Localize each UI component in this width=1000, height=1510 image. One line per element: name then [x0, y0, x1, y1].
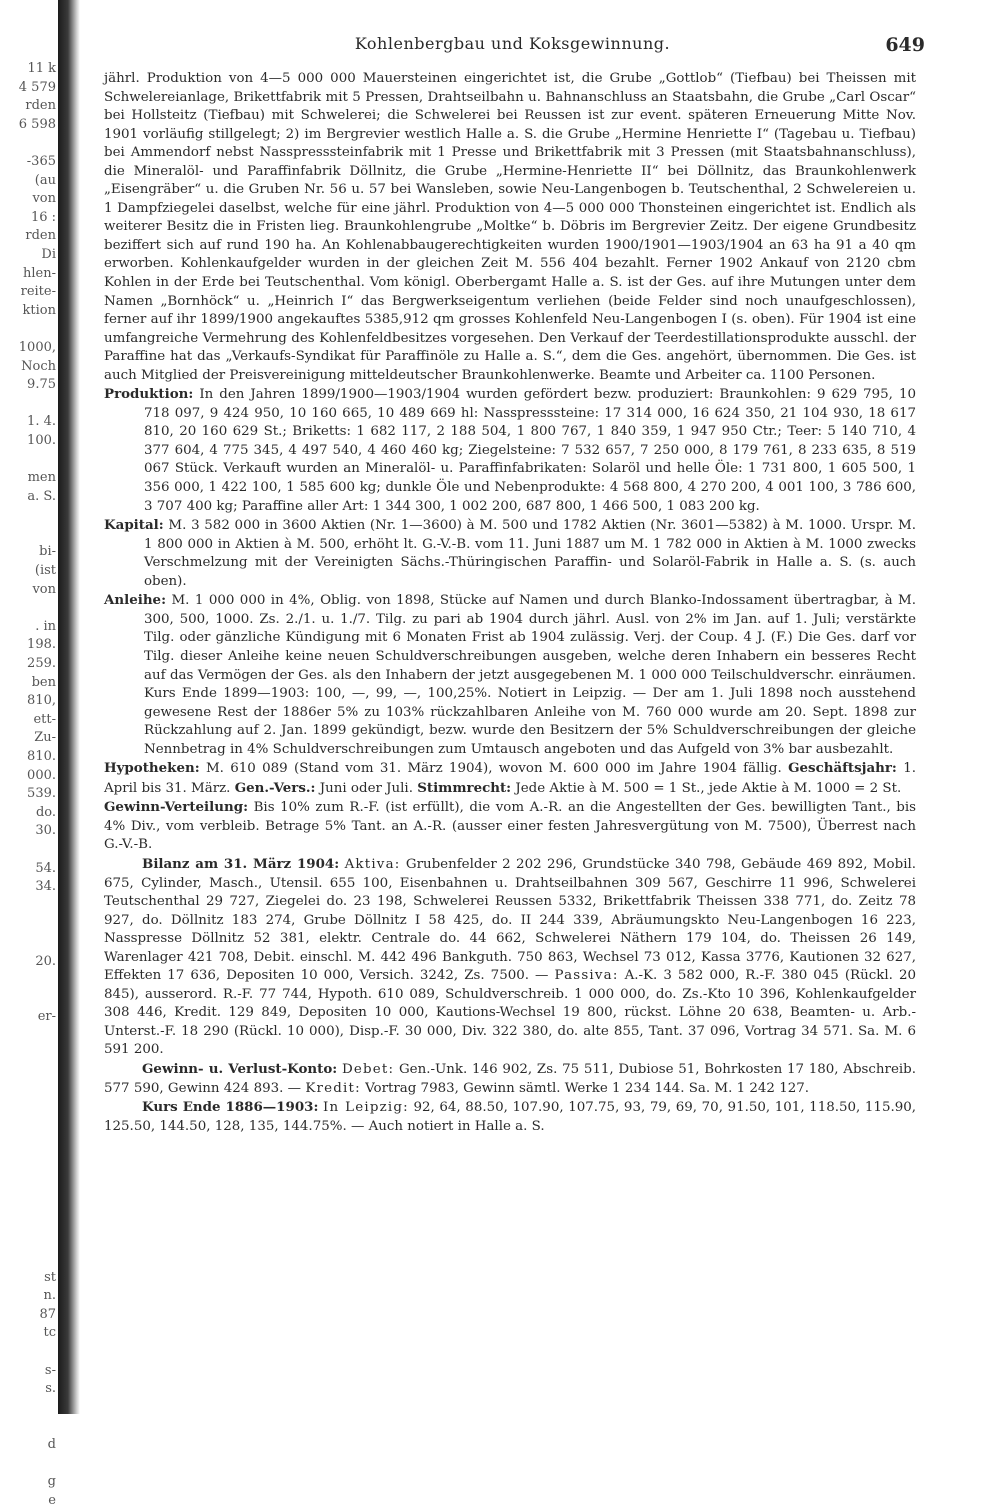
bilanz-label: Bilanz am 31. März 1904: — [142, 855, 340, 872]
margin-fragment — [0, 1045, 58, 1064]
guv-label: Gewinn- u. Verlust-Konto: — [142, 1060, 338, 1077]
aktiva-label: Aktiva: — [344, 856, 401, 872]
margin-fragment: er- — [37, 1009, 56, 1025]
margin-fragment: 810, — [27, 693, 56, 709]
margin-fragment — [0, 1101, 58, 1120]
produktion-text: In den Jahren 1899/1900—1903/1904 wurden gefördert bezw. produziert: Braunkohlen: 9 629 795, 10 718 097, 9 424 950, 10 160 665, 10 489 669 hl: Nasspresssteine: 17 314 000, 16 624 350, 21 104 930, 18 617 810, 20 160 629 St.; Briketts: 1 682 117, 2 188 504, 1 800 767, 1 840 359, 1 947 950 Ctr.; Teer: 5 140 710, 4 377 604, 4 775 345, 4 497 540, 4 460 460 kg; Ziegelsteine: 7 532 657, 7 250 000, 8 179 761, 8 233 635, 8 519 067 Stück. Verkauft wurden an Mineralöl- u. Paraffinfabrikaten: Solaröl und helle Öle: 1 731 800, 1 605 500, 1 356 000, 1 422 100, 1 585 600 kg; dunkle Öle und Nebenprodukte: 4 568 800, 4 270 200, 4 001 100, 3 786 600, 3 707 400 kg; Paraffine aller Art: 1 344 300, 1 002 200, 687 800, 1 466 500, 1 083 200 kg. — [144, 387, 916, 514]
description-paragraph: jährl. Produktion von 4—5 000 000 Mauersteinen eingerichtet ist, die Grube „Gottlob“ (Tiefbau) bei Theissen mit Schwelereianlage, Brikettfabrik mit 5 Pressen, Drahtseilbahn u. Bahnanschluss an Staatsbahn, die Grube „Carl Oscar“ bei Hollsteitz (Tiefbau) mit Schwelerei; die Schwelerei bei Reussen ist zur event. späteren Erneuerung Mitte Nov. 1901 vorläufig stillgelegt; 2) im Bergrevier westlich Halle a. S. die Grube „Hermine Henriette I“ (Tagebau u. Tiefbau) bei Ammendorf nebst Nasspresssteinfabrik mit 1 Presse und Brikettfabrik mit 3 Pressen (mit Staatsbahnanschluss), die Mineralöl- und Paraffinfabrik Döllnitz, die Grube „Hermine-Henriette II“ bei Döllnitz, das Braunkohlenwerk „Eisengräber“ u. die Gruben Nr. 56 u. 57 bei Wansleben, sowie Neu-Langenbogen b. Teutschenthal, 2 Schwelereien u. 1 Dampfziegelei daselbst, welche für eine jährl. Produktion von 4—5 000 000 Thonsteinen eingerichtet ist. Endlich als weiterer Besitz die in Fristen lieg. Braunkohlengrube „Moltke“ b. Döbris im Bergrevier Zeitz. Der eigene Grundbesitz beziffert sich auf rund 190 ha. An Kohlenabbaugerechtigkeiten wurden 1900/1901—1903/1904 an 63 ha 91 a 40 qm erworben. Kohlenkaufgelder wurden in der gleichen Zeit M. 556 404 bezahlt. Ferner 1902 Ankauf von 2120 cbm Kohlen in der Erde bei Teutschenthal. Vom königl. Oberbergamt Halle a. S. ist der Ges. auf ihre Mutungen unter dem Namen „Bornhöck“ u. „Heinrich I“ das Bergwerkseigentum verliehen (beide Felder sind noch unaufgeschlossen), ferner auf ihr 1899/1900 angekauftes 5385,912 qm grosses Kohlenfeld Neu-Langenbogen I (s. oben). Für 1904 ist eine umfangreiche Vermehrung des Kohlenfeldbesitzes vorgesehen. Den Verkauf der Teerdestillationsprodukte ausschl. der Paraffine hat das „Verkaufs-Syndikat für Paraffinöle zu Halle a. S.“, dem die Ges. angehört, übernommen. Die Ges. ist auch Mitglied der Preisvereinigung mitteldeutscher Braunkohlenwerke. Beamte und Arbeiter ca. 1100 Personen. — [104, 71, 916, 383]
margin-fragment — [0, 1399, 58, 1418]
passiva-label: Passiva: — [554, 968, 619, 984]
produktion-section — [104, 385, 916, 516]
page-number: 649 — [885, 34, 925, 56]
kredit-label: Kredit: — [305, 1080, 361, 1096]
margin-fragment — [0, 1417, 58, 1436]
margin-fragment — [0, 915, 58, 934]
margin-fragment — [0, 841, 58, 860]
margin-fragment: 4 579 — [18, 79, 56, 95]
margin-fragment — [0, 525, 58, 544]
margin-fragment: rden — [25, 98, 56, 114]
margin-fragment: Noch — [21, 358, 56, 374]
margin-fragment: st — [44, 1269, 56, 1285]
margin-fragment — [0, 1120, 58, 1139]
gewinn-verteilung-section — [104, 798, 916, 855]
debet-text: Gen.-Unk. 146 902, Zs. 75 511, Dubiose 51, Bohrkosten 17 180, Abschreib. 577 590, Gewinn 424 893. — — [104, 1061, 916, 1096]
margin-fragment — [0, 1138, 58, 1157]
anleihe-text: M. 1 000 000 in 4%, Oblig. von 1898, Stücke auf Namen und durch Blanko-Indossament übertragbar, à M. 300, 500, 1000. Zs. 2./1. u. 1./7. Tilg. zu pari ab 1904 durch jährl. Ausl. von 2% im Jan. auf 1. Juli; verstärkte Tilg. oder gänzliche Kündigung mit 6 Monaten Frist ab 1904 zulässig. Verj. der Coup. 4 J. (F.) Die Ges. darf vor Tilg. dieser Anleihe keine neuen Schuldverschreibungen ausgeben, welche deren Inhabern ein besseres Recht auf das Vermögen der Ges. als den Inhabern der jetzt ausgegebenen M. 1 000 000 Teilschuldverschr. einräumen. Kurs Ende 1899—1903: 100, —, 99, —, 100,25%. Notiert in Leipzig. — Der am 1. Juli 1898 noch ausstehend gewesene Rest der 1886er 5% zu 103% rückzahlbaren Anleihe von M. 760 000 wurde am 20. Sept. 1898 zur Rückzahlung auf 2. Jan. 1899 gekündigt, bezw. wurde den Besitzern der 5% Schuldverschreibungen der gleiche Nennbetrag in 4% Schuldverschreibungen zum Umtausch angeboten und das Aufgeld von 3% bar ausbezahlt. — [144, 593, 916, 757]
aktiva-text: Grubenfelder 2 202 296, Grundstücke 340 798, Gebäude 469 892, Mobil. 675, Cylinder, Masch., Utensil. 655 100, Eisenbahnen u. Drahtseilbahnen 309 567, Geschirre 11 996, Schwelerei Teutschenthal 29 727, Ziegelei do. 23 198, Schwelerei Reussen 5332, Brikettfabrik Theissen 338 771, do. Zeitz 78 927, do. Döllnitz 183 274, Grube Döllnitz I 58 425, do. II 244 339, Abräumungskto Neu-Langenbogen 16 223, Nasspresse Döllnitz 52 381, elektr. Centrale do. 44 662, Schwelerei Näthern 179 104, do. Theissen 26 149, Warenlager 421 708, Debit. einschl. M. 442 496 Bankguth. 750 863, Wechsel 73 012, Kassa 3776, Kautionen 32 627, Effekten 17 636, Depositen 10 000, Versich. 3242, Zs. 7500. — — [104, 856, 917, 984]
margin-fragment — [0, 971, 58, 990]
stimmrecht-label: Stimmrecht: — [417, 779, 512, 796]
margin-fragment: g — [47, 1474, 56, 1490]
margin-fragment: do. — [35, 804, 56, 820]
genvers-text: Juni oder Juli. — [319, 780, 413, 796]
margin-fragment: 16 : — [30, 209, 56, 225]
margin-fragment: Zu- — [34, 730, 56, 746]
margin-fragment — [0, 1343, 58, 1362]
margin-fragment: 11 k — [27, 61, 56, 76]
margin-fragment: ben — [31, 674, 56, 690]
margin-fragment: von — [32, 581, 56, 597]
kredit-text: Vortrag 7983, Gewinn sämtl. Werke 1 234 144. Sa. M. 1 242 127. — [365, 1080, 810, 1096]
margin-fragment — [0, 1083, 58, 1102]
margin-fragment — [0, 320, 58, 339]
margin-fragment: -365 — [26, 153, 56, 169]
geschaeftsjahr-label: Geschäftsjahr: — [788, 760, 897, 777]
guv-section — [104, 1060, 916, 1098]
margin-fragment: 30. — [35, 823, 56, 839]
margin-fragment: rden — [25, 228, 56, 244]
debet-label: Debet: — [341, 1061, 395, 1077]
margin-fragment: (ist — [34, 563, 56, 579]
margin-fragment: n. — [43, 1288, 56, 1304]
margin-fragment: reite- — [20, 284, 56, 300]
margin-fragment — [0, 395, 58, 414]
margin-fragment: 539. — [27, 786, 56, 802]
bilanz-section — [104, 855, 916, 1060]
margin-fragment — [0, 897, 58, 916]
margin-fragment — [0, 599, 58, 618]
page-header — [100, 30, 925, 60]
running-title: Kohlenbergbau und Koksgewinnung. — [354, 34, 671, 53]
margin-fragment: bi- — [39, 544, 56, 560]
margin-fragment: d — [47, 1436, 56, 1452]
margin-fragment: Di — [41, 246, 56, 262]
kurs-place: In Leipzig: — [323, 1100, 409, 1116]
hypotheken-section — [104, 759, 916, 798]
margin-fragment — [0, 134, 58, 153]
margin-fragment: ktion — [22, 302, 56, 318]
margin-fragment — [0, 506, 58, 525]
margin-fragment: 34. — [35, 879, 56, 895]
kurs-label: Kurs Ende 1886—1903: — [142, 1099, 319, 1116]
kurs-section — [104, 1098, 916, 1136]
gewinn-verteilung-text: Bis 10% zum R.-F. (ist erfüllt), die vom A.-R. an die Angestellten der Ges. bewilligten Tant., bis 4% Div., vom verbleib. Betrage 5% Tant. an A.-R. (ausser einer festen Jahresvergütung von M. 7500), Überrest nach G.-V.-B. — [104, 800, 916, 853]
margin-fragment: s- — [44, 1362, 56, 1378]
hypotheken-text: M. 610 089 (Stand vom 31. März 1904), wovon M. 600 000 im Jahre 1904 fällig. — [205, 761, 782, 777]
margin-fragment: ett- — [33, 711, 56, 727]
hypotheken-label: Hypotheken: — [104, 760, 200, 777]
stimmrecht-text: Jede Aktie à M. 500 = 1 St., jede Aktie à M. 1000 = 2 St. — [515, 780, 902, 796]
margin-fragment — [0, 934, 58, 953]
anleihe-section — [104, 591, 916, 759]
kapital-label: Kapital: — [104, 517, 164, 534]
kapital-section — [104, 516, 916, 591]
margin-fragment: tc — [43, 1325, 56, 1341]
margin-fragment — [0, 450, 58, 469]
margin-fragment: s. — [45, 1381, 56, 1397]
margin-fragment: 100. — [27, 432, 56, 448]
passiva-text: A.-K. 3 582 000, R.-F. 380 045 (Rückl. 20 845), ausserord. R.-F. 77 744, Hypoth. 610 089, Schuldverschreib. 1 000 000, do. Zs.-Kto 10 396, Kohlenkaufgelder 308 446, Kredit. 129 849, Depositen 10 000, Kautions-Wechsel 19 800, rückst. Löhne 20 638, Beamten- u. Arb.-Unterst.-F. 18 290 (Rückl. 10 000), Disp.-F. 30 000, Div. 322 380, do. alte 855, Tant. 37 096, Vortrag 34 571. Sa. M. 6 591 200. — [104, 968, 916, 1058]
margin-fragment — [0, 1455, 58, 1474]
produktion-label: Produktion: — [104, 386, 194, 403]
margin-fragment — [0, 1176, 58, 1195]
page-body — [104, 70, 916, 1136]
margin-fragment: . in — [35, 618, 56, 634]
margin-fragment: 198. — [27, 637, 56, 653]
left-margin-fragments — [0, 60, 58, 1508]
margin-fragment: hlen- — [23, 265, 56, 281]
margin-fragment: 87 — [39, 1306, 56, 1322]
margin-fragment: von — [32, 191, 56, 207]
anleihe-label: Anleihe: — [104, 592, 167, 609]
margin-fragment — [0, 1250, 58, 1269]
margin-fragment: a. S. — [27, 488, 56, 504]
margin-fragment: 000. — [27, 767, 56, 783]
kapital-text: M. 3 582 000 in 3600 Aktien (Nr. 1—3600) à M. 500 und 1782 Aktien (Nr. 3601—5382) à M. 1000. Urspr. M. 1 800 000 in Aktien à M. 500, erhöht lt. G.-V.-B. vom 11. Juni 1887 um M. 1 782 000 in Aktien à M. 1000 zwecks Verschmelzung mit der Vereinigten Sächs.-Thüringischen Paraffin- und Solaröl-Fabrik in Halle a. S. (s. auch oben). — [144, 518, 916, 589]
margin-fragment — [0, 1213, 58, 1232]
margin-fragment: 259. — [27, 656, 56, 671]
margin-fragment — [0, 1231, 58, 1250]
margin-fragment: 1000, — [18, 339, 56, 355]
gewinn-verteilung-label: Gewinn-Verteilung: — [104, 799, 249, 816]
margin-fragment: men — [27, 470, 56, 486]
margin-fragment: 810. — [27, 748, 56, 764]
margin-fragment: 20. — [35, 953, 56, 969]
book-gutter — [58, 0, 80, 1414]
margin-fragment — [0, 1194, 58, 1213]
margin-fragment: 6 598 — [18, 116, 56, 132]
genvers-label: Gen.-Vers.: — [234, 779, 316, 796]
margin-fragment: (au — [34, 172, 56, 188]
kurs-text: 92, 64, 88.50, 107.90, 107.75, 93, 79, 69, 70, 91.50, 101, 118.50, 115.90, 125.50, 144.50, 128, 135, 144.75%. — Auch notiert in Halle a. S. — [104, 1100, 917, 1134]
margin-fragment: e — [48, 1492, 56, 1508]
margin-fragment — [0, 1064, 58, 1083]
geschaeftsjahr-text: 1. April bis 31. März. — [104, 761, 916, 796]
margin-fragment — [0, 990, 58, 1009]
margin-fragment: 9.75 — [27, 377, 56, 393]
margin-fragment — [0, 1027, 58, 1046]
margin-fragment — [0, 1157, 58, 1176]
margin-fragment: 1. 4. — [27, 414, 56, 430]
margin-fragment: 54. — [35, 860, 56, 876]
